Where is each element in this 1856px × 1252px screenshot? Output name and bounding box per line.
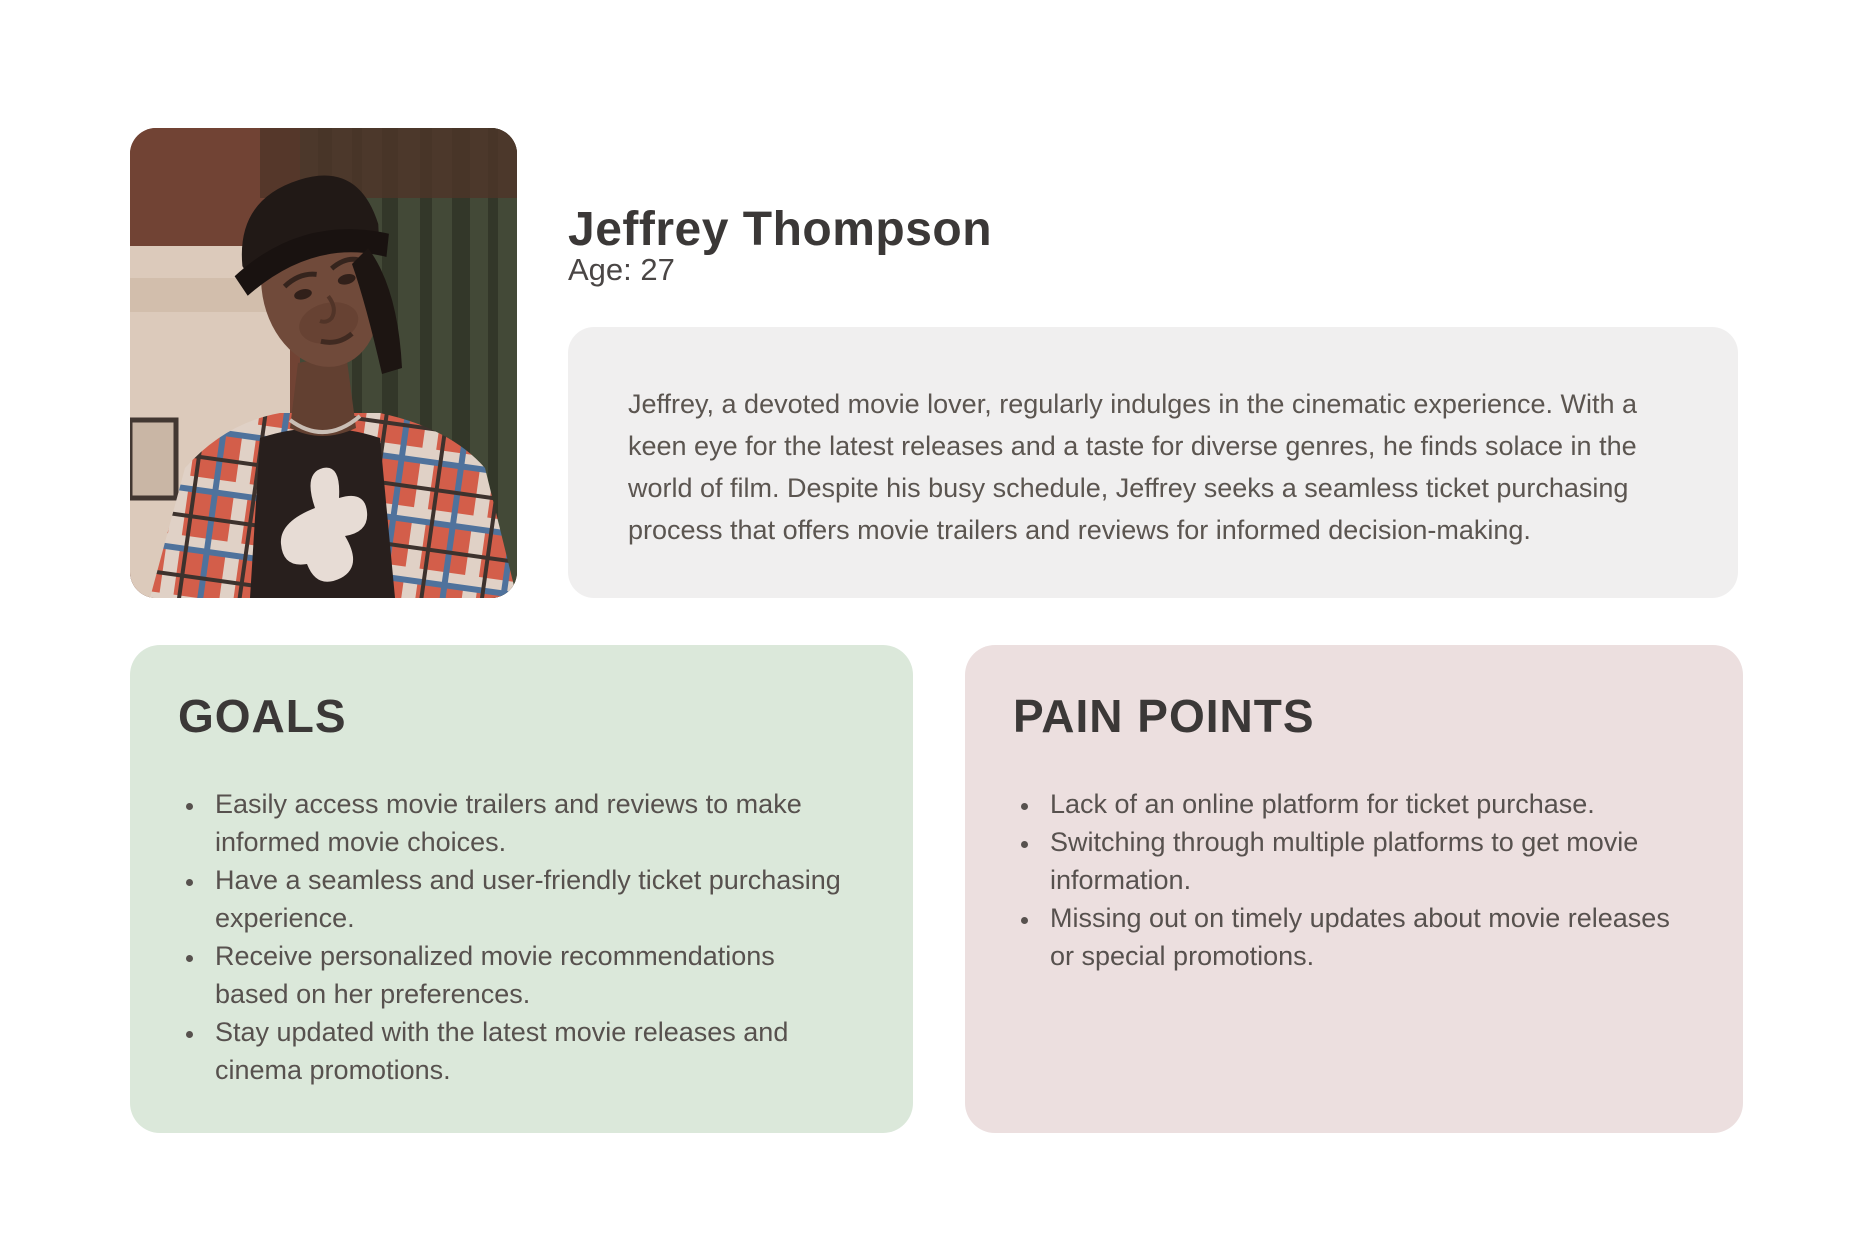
list-item: • Have a seamless and user-friendly ticket purchasing experience. — [206, 861, 855, 937]
persona-name: Jeffrey Thompson — [568, 203, 993, 257]
pain-points-card — [965, 645, 1743, 1133]
persona-age: Age: 27 — [568, 252, 675, 287]
pain-points-title: PAIN POINTS — [1013, 690, 1315, 742]
profile-photo — [130, 128, 517, 598]
profile-photo-illustration — [130, 128, 517, 598]
list-item: • Receive personalized movie recommendations based on her preferences. — [206, 937, 855, 1013]
goals-list — [178, 785, 855, 1089]
goals-card — [130, 645, 913, 1133]
list-item: • Missing out on timely updates about movie releases or special promotions. — [1041, 899, 1685, 975]
persona-description-text: Jeffrey, a devoted movie lover, regularly indulges in the cinematic experience. With a keen eye for the latest releases and a taste for diverse genres, he finds solace in the world of film. Despite his busy schedule, Jeffrey seeks a seamless ticket purchasing process that offers movie trailers and reviews for informed decision-making. — [628, 389, 1638, 545]
list-item: • Stay updated with the latest movie releases and cinema promotions. — [206, 1013, 855, 1089]
list-item: • Switching through multiple platforms to get movie information. — [1041, 823, 1685, 899]
goals-title: GOALS — [178, 690, 347, 742]
list-item: • Easily access movie trailers and reviews to make informed movie choices. — [206, 785, 855, 861]
list-item: • Lack of an online platform for ticket purchase. — [1041, 785, 1685, 823]
persona-description-box — [568, 327, 1738, 598]
pain-points-list — [1013, 785, 1685, 975]
